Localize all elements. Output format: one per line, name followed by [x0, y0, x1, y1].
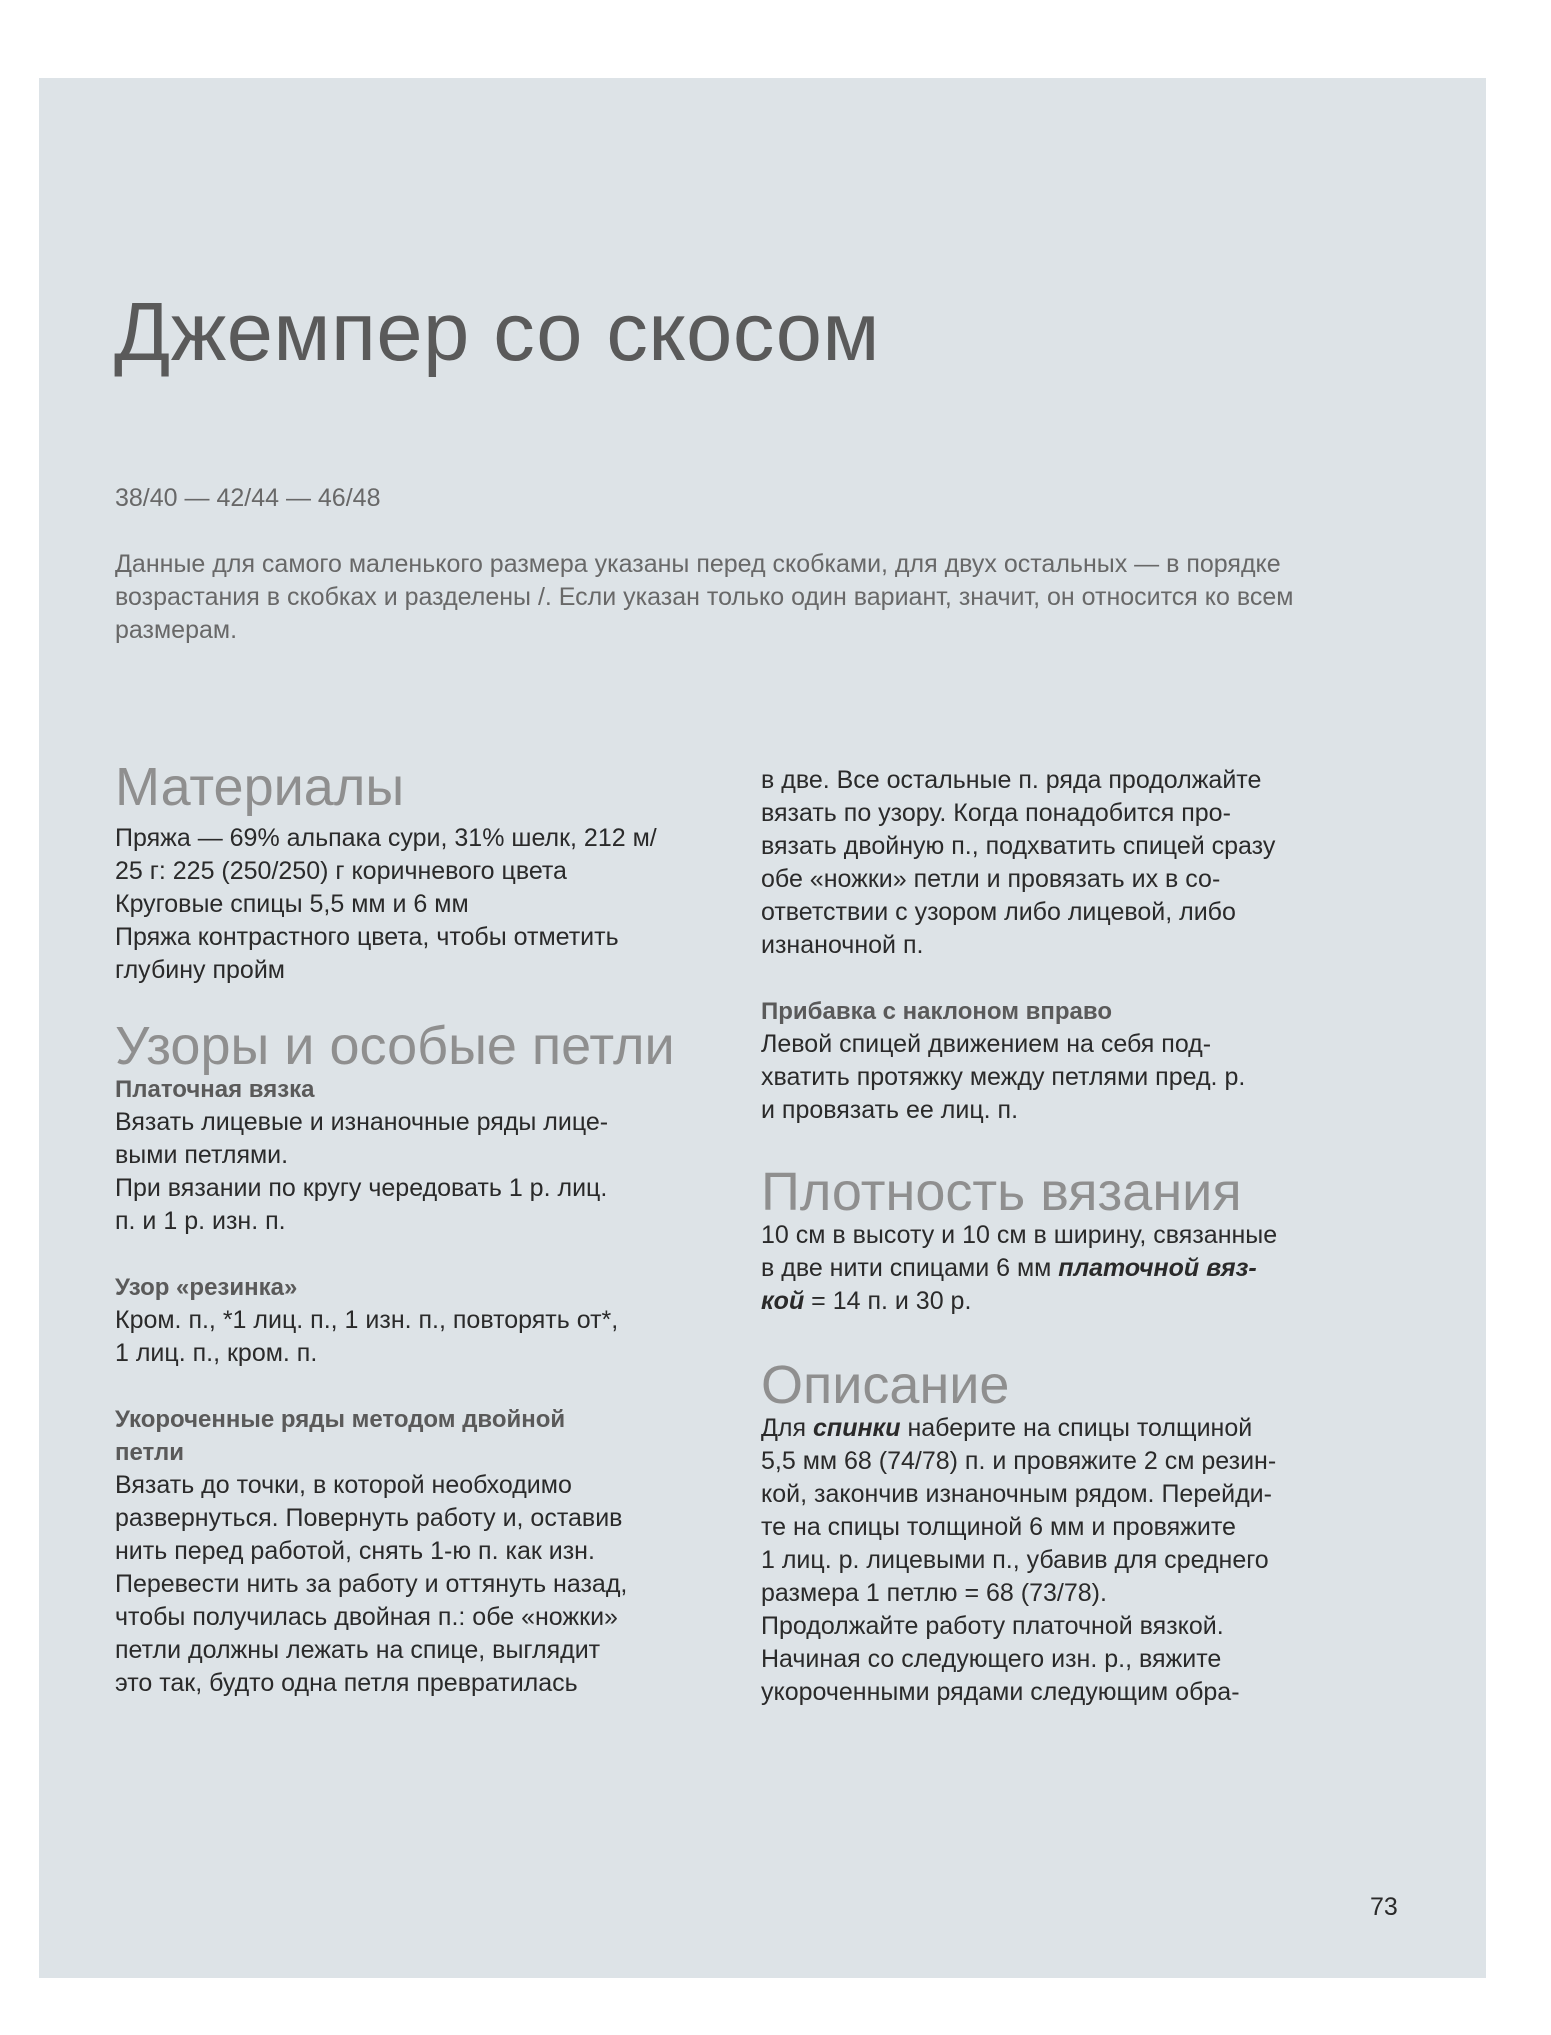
materials-list	[115, 822, 715, 987]
description-text: Для	[761, 1414, 814, 1442]
description-line: размера 1 петлю = 68 (73/78).	[761, 1579, 1107, 1607]
gauge-emphasis: платочной вяз-	[1058, 1254, 1257, 1282]
sizes-line: 38/40 — 42/44 — 46/48	[115, 484, 381, 512]
gauge-heading: Плотность вязания	[761, 1162, 1242, 1222]
gauge-line	[761, 1252, 1391, 1285]
rib-title: Узор «резинка»	[115, 1274, 298, 1301]
gauge-line	[761, 1285, 1391, 1318]
materials-line: Пряжа контрастного цвета, чтобы отметить	[115, 923, 619, 951]
short-rows-line: ответствии с узором либо лицевой, либо	[761, 898, 1236, 926]
materials-line: Круговые спицы 5,5 мм и 6 мм	[115, 890, 469, 918]
description-line: 5,5 мм 68 (74/78) п. и провяжите 2 см резин-	[761, 1447, 1277, 1475]
garter-line: Вязать лицевые и изнаночные ряды лице-	[115, 1108, 609, 1136]
page-number: 73	[1370, 1893, 1398, 1921]
short-rows-title: Укороченные ряды методом двойной	[115, 1406, 566, 1433]
short-rows-line: развернуться. Повернуть работу и, оставив	[115, 1504, 623, 1532]
materials-line: глубину пройм	[115, 956, 285, 984]
short-rows-line: Вязать до точки, в которой необходимо	[115, 1471, 572, 1499]
garter-line: п. и 1 р. изн. п.	[115, 1207, 286, 1235]
garter-line: выми петлями.	[115, 1141, 289, 1169]
description-heading: Описание	[761, 1355, 1010, 1415]
description-emphasis: спинки	[813, 1414, 901, 1442]
garter-title: Платочная вязка	[115, 1076, 315, 1103]
description-line: Продолжайте работу платочной вязкой.	[761, 1612, 1224, 1640]
garter-line: При вязании по кругу чередовать 1 р. лиц.	[115, 1174, 608, 1202]
left-column	[115, 757, 715, 1700]
patterns-heading: Узоры и особые петли	[115, 1016, 675, 1076]
description-line: кой, закончив изнаночным рядом. Перейди-	[761, 1480, 1272, 1508]
short-rows-line: петли должны лежать на спице, выглядит	[115, 1636, 601, 1664]
rib-line: 1 лиц. п., кром. п.	[115, 1339, 318, 1367]
short-rows-line: изнаночной п.	[761, 931, 924, 959]
materials-line: 25 г: 225 (250/250) г коричневого цвета	[115, 857, 567, 885]
materials-line: Пряжа — 69% альпака сури, 31% шелк, 212 м/	[115, 824, 657, 852]
description-line: Начиная со следующего изн. р., вяжите	[761, 1645, 1222, 1673]
gauge-text: = 14 п. и 30 р.	[804, 1287, 972, 1315]
description-line: те на спицы толщиной 6 мм и провяжите	[761, 1513, 1236, 1541]
increase-title: Прибавка с наклоном вправо	[761, 998, 1112, 1025]
increase-line: и провязать ее лиц. п.	[761, 1096, 1019, 1124]
description-line	[761, 1412, 1391, 1445]
short-rows-line: чтобы получилась двойная п.: обе «ножки»	[115, 1603, 618, 1631]
right-column	[761, 764, 1391, 1709]
rib-line: Кром. п., *1 лиц. п., 1 изн. п., повторять от*,	[115, 1306, 619, 1334]
short-rows-line: это так, будто одна петля превратилась	[115, 1669, 578, 1697]
short-rows-line: вязать двойную п., подхватить спицей сразу	[761, 832, 1276, 860]
intro-paragraph: Данные для самого маленького размера указаны перед скобками, для двух остальных — в порядке возрастания в скобках и разделены /. Если указан только один вариант, значит, он относится ко всем размерам.	[115, 550, 1294, 644]
gauge-line: 10 см в высоту и 10 см в ширину, связанные	[761, 1221, 1278, 1249]
description-line: укороченными рядами следующим обра-	[761, 1678, 1240, 1706]
gauge-text: в две нити спицами 6 мм	[761, 1254, 1059, 1282]
increase-line: Левой спицей движением на себя под-	[761, 1030, 1212, 1058]
short-rows-line: обе «ножки» петли и провязать их в со-	[761, 865, 1221, 893]
short-rows-title: петли	[115, 1439, 184, 1466]
gauge-emphasis: кой	[761, 1287, 805, 1315]
short-rows-line: в две. Все остальные п. ряда продолжайте	[761, 766, 1262, 794]
short-rows-line: Перевести нить за работу и оттянуть назад,	[115, 1570, 628, 1598]
short-rows-line: нить перед работой, снять 1-ю п. как изн.	[115, 1537, 595, 1565]
materials-heading: Материалы	[115, 757, 405, 817]
description-line: 1 лиц. р. лицевыми п., убавив для среднего	[761, 1546, 1269, 1574]
page-title: Джемпер со скосом	[114, 285, 880, 378]
increase-line: хватить протяжку между петлями пред. р.	[761, 1063, 1246, 1091]
short-rows-line: вязать по узору. Когда понадобится про-	[761, 799, 1231, 827]
description-text: наберите на спицы толщиной	[900, 1414, 1253, 1442]
